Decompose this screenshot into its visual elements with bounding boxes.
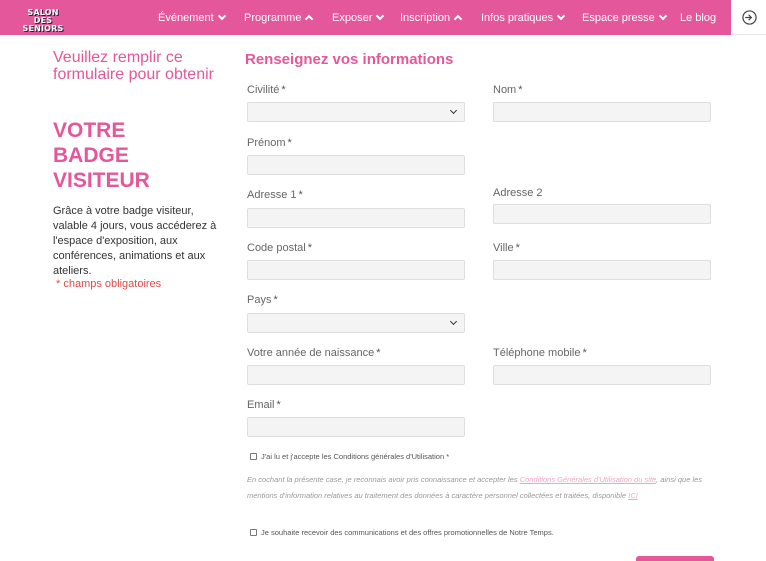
required-fields-note: * champs obligatoires bbox=[56, 278, 162, 290]
nom-label: Nom * bbox=[493, 84, 523, 96]
nav-item-le-blog[interactable]: Le blog bbox=[680, 11, 717, 24]
ici-link[interactable]: ICI bbox=[628, 491, 638, 500]
civilite-select[interactable] bbox=[247, 102, 465, 122]
nom-input[interactable] bbox=[493, 102, 711, 122]
badge-description: Grâce à votre badge visiteur, valable 4 jours, vous accéderez à l'espace d'exposition, aux conférences, animations et aux ateliers. bbox=[53, 205, 217, 277]
top-navigation-bar bbox=[0, 0, 731, 35]
form-title: Renseignez vos informations bbox=[245, 51, 454, 68]
annee-naissance-label: Votre année de naissance * bbox=[247, 347, 381, 359]
civilite-label: Civilité * bbox=[247, 84, 286, 96]
pays-label: Pays * bbox=[247, 294, 278, 306]
nav-item-infos-pratiques[interactable]: Infos pratiques bbox=[481, 0, 564, 35]
ville-label: Ville * bbox=[493, 242, 520, 254]
intro-text: Veuillez remplir ce formulaire pour obtenir bbox=[53, 49, 214, 83]
pays-select[interactable] bbox=[247, 313, 465, 333]
chevron-down-icon bbox=[557, 11, 565, 19]
code-postal-input[interactable] bbox=[247, 260, 465, 280]
newsletter-checkbox[interactable] bbox=[250, 529, 257, 536]
nav-item-exposer[interactable]: Exposer bbox=[332, 0, 383, 35]
adresse2-input[interactable] bbox=[493, 204, 711, 224]
annee-naissance-input[interactable] bbox=[247, 365, 465, 385]
chevron-down-icon bbox=[659, 11, 667, 19]
ville-input[interactable] bbox=[493, 260, 711, 280]
chevron-down-icon bbox=[217, 11, 225, 19]
prenom-input[interactable] bbox=[247, 155, 465, 175]
prenom-label: Prénom * bbox=[247, 137, 292, 149]
cgu-link[interactable]: Conditions Générales d'Utilisation du site bbox=[519, 475, 657, 484]
nav-item-inscription[interactable]: Inscription bbox=[400, 0, 461, 35]
adresse1-label: Adresse 1 * bbox=[247, 189, 303, 201]
newsletter-checkbox-label[interactable]: Je souhaite recevoir des communications et des offres promotionnelles de Notre Temps. bbox=[261, 528, 554, 537]
adresse1-input[interactable] bbox=[247, 208, 465, 228]
email-input[interactable] bbox=[247, 417, 465, 437]
cgu-checkbox-label[interactable]: J'ai lu et j'accepte les Conditions générales d'Utilisation * bbox=[261, 452, 450, 461]
nav-item-espace-presse[interactable]: Espace presse bbox=[582, 0, 666, 35]
chevron-up-icon bbox=[305, 15, 313, 23]
chevron-up-icon bbox=[454, 15, 462, 23]
cgu-checkbox[interactable] bbox=[250, 453, 257, 460]
legal-notice: En cochant la présente case, je reconnais avoir pris connaissance et accepter les Conditions Générales d'Utilisation du site, ainsi que les mentions d'information relatives au traitement des données à caractère personnel collectées et traitées, disponible ICI bbox=[247, 475, 703, 500]
nav-item-evenement[interactable]: Événement bbox=[158, 0, 225, 35]
login-icon bbox=[742, 10, 757, 25]
code-postal-label: Code postal * bbox=[247, 242, 312, 254]
chevron-down-icon bbox=[376, 11, 384, 19]
submit-button[interactable] bbox=[636, 556, 714, 561]
salon-des-seniors-logo[interactable]: SALON DES SENIORS bbox=[22, 8, 64, 33]
telephone-input[interactable] bbox=[493, 365, 711, 385]
nav-item-programme[interactable]: Programme bbox=[244, 0, 312, 35]
telephone-label: Téléphone mobile * bbox=[493, 347, 587, 359]
login-button[interactable] bbox=[731, 0, 766, 35]
adresse2-label: Adresse 2 bbox=[493, 187, 543, 199]
email-label: Email * bbox=[247, 399, 281, 411]
badge-title: VOTRE BADGE VISITEUR bbox=[53, 119, 150, 192]
